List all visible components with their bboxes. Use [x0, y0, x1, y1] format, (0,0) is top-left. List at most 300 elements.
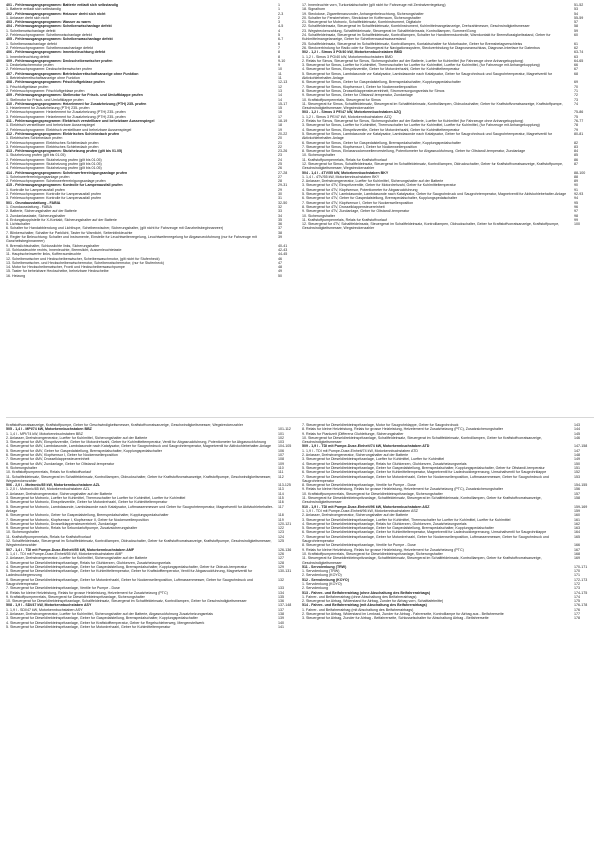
toc-entry-page: 63 — [574, 54, 578, 59]
toc-entry-page: 46 — [278, 256, 282, 261]
toc-entry-title: 9. Steuergerat fur 4TV, Zundanlage, Geber fur Oltstand/-temperatur — [302, 209, 410, 214]
toc-entry[interactable] — [6, 578, 298, 587]
column-bottom-left — [6, 423, 298, 629]
toc-entry-page: 139 — [278, 616, 284, 621]
toc-entry-title: 504 - 1,4 l - 4TV/55 kW, Motorkennbuchstaben BKY — [302, 170, 389, 175]
toc-entry-title: 505 - 1,4 l - MPI/74 kW, Motorkennbuchstaben BBZ — [6, 427, 92, 432]
toc-entry-title: 2. Anlasser, Drehstromgenerator, Luefter fur Kuhlmittel, Sicherungshalter auf der Batterie — [6, 435, 148, 440]
toc-entry-page: 103 — [278, 440, 284, 445]
toc-entry-page: 40-41 — [278, 243, 288, 248]
toc-entry-page: 11 — [278, 71, 282, 76]
toc-entry-page: 133 — [278, 586, 284, 591]
toc-entry-page: 101 — [278, 431, 284, 436]
toc-entry-title: 2. Fehlersuchprogramm: Scheibenwaschanlage defekt — [6, 45, 93, 50]
toc-entry-title: 10. Schlussleuchte rechts, Innenleuchte, Bremslicht, Aussenleuchtetaste — [6, 247, 122, 252]
toc-entry-title: 11. Kraftstoffpumpenrelais, Relais fur Kraftstoffvorlauf — [302, 217, 387, 222]
toc-entry-page: 27 — [278, 174, 282, 179]
toc-entry-page: 68 — [574, 71, 578, 76]
toc-entry-title: 3. Steuergerat fur Dieseldirekteinspritzanlage, Relais fur Gluhkerzen, Gluhkerzen, Zusatzheizungsrelais — [6, 560, 171, 565]
toc-entry-page: 147 — [574, 448, 580, 453]
toc-entry-page: 2-3 — [278, 11, 284, 16]
toc-entry-title: 5. Steuergerat fur Simos, Lambdasonde vor Katalysator, Lambdasonde nach Katalysator, Geber fur Saugrohrdruck und Saugrohrtemperatur, Magnetventil fur Aktivkohlebehalter-Anlage — [302, 131, 553, 141]
toc-entry[interactable] — [6, 625, 298, 629]
toc-entry-title: 10. Kraftstoffpumpenrelais, Steuergerat fur Dieseldirekteinspritzanlage, Sicherungshalter — [302, 551, 443, 556]
toc-entry-page: 166 — [574, 543, 580, 548]
toc-entry-page: 156 — [574, 487, 580, 492]
toc-entry[interactable] — [302, 616, 594, 620]
toc-entry-page: 97 — [574, 209, 578, 214]
toc-entry-page: 140 — [278, 620, 284, 625]
toc-entry-page: 74 — [574, 101, 578, 106]
toc-entry-title: 2. Servolenkung — [302, 586, 328, 591]
toc-entry-title: 11. Steuergerat fur Dieseldirekteinspritzanlage, Schaltfeldeinsatz, Steuergerat im Schaltfeldeinsatz, Kontrolllampen, Geber fur Kraftstoffvorratsanzeige, Geschwindigkeitsmesser — [302, 496, 542, 505]
toc-entry-page: 80-81 — [574, 131, 584, 136]
toc-entry[interactable] — [6, 235, 298, 244]
toc-entry-title: 22. Schaltfeldeinsatz, Steuergerat im Schaltfeldeinsatz, Kombiinstrument, Kuhlmittelmangelanzeige, Drehzahlmesser, Geschwindigkeitsmesser — [302, 24, 530, 29]
toc-entry-title: 9. Relais fur kleine Heizleistung, Relais fur grosse Heizleistung, Heizelement fur Zusatzheizung (PTC), Zusatzsicherungshalter — [302, 487, 503, 492]
toc-entry-page: 23 — [278, 153, 282, 158]
toc-entry-page: 67 — [574, 67, 578, 72]
toc-entry-title: 4. Steuergerat fur Simos, Einspritzventile, Geber fur Motordrehzahl, Geber fur Kuhlmitteltemperatur — [302, 67, 460, 72]
toc-entry-page: 167 — [574, 547, 580, 552]
toc-entry-title: 3. Steuergerat fur Simos, Luefter fur Kuhlmittel, Thermoschalter fur Luefter fur Kuhlmittel, Luefter fur Kuhlmittel, (fur Fahrzeuge mit Anhangekupplung) — [302, 123, 540, 128]
toc-entry-title: 409 - Fehlerausgangsprogramm: Stellmotor fur Frisch- und Umluftklappe prufen — [6, 93, 143, 98]
toc-entry[interactable] — [302, 132, 594, 141]
toc-entry-title: 10. Kraftstoffpumpenrelais, Steuergerat fur Dieseldirekteinspritzanlage, Sicherungshalter — [302, 491, 443, 496]
toc-entry-page: 8 — [278, 54, 280, 59]
toc-entry-page: 1 — [278, 3, 280, 7]
toc-entry-title: 511 - Servolenkung (TRW) — [302, 564, 347, 569]
toc-entry-page: 173 — [574, 586, 580, 591]
toc-entry-title: 7. Steuergerat fur Dieseldirekteinspritzanlage, Ventile fur Pumpe - Duse — [6, 586, 120, 591]
toc-entry-title: 5. Lichtschalter — [6, 222, 31, 227]
toc-entry-page: 22 — [278, 144, 282, 149]
toc-entry-title: 1. 1,9 l - SDI/47 kW, Motorkennbuchstaben ASY — [6, 607, 83, 612]
toc-entry-page: 39 — [278, 235, 282, 240]
toc-entry-page: 57 — [574, 20, 578, 25]
toc-entry-title: 1. Fahrer- und Beifahrerairbag (ohne Abschaltung des Beifahrerairbags) — [302, 594, 417, 599]
toc-entry-page: 107 — [278, 453, 284, 458]
toc-entry-page: 8 — [278, 50, 280, 55]
toc-entry-title: 5. Steuergerat fur 4TV, Lambdasonde, Lambdasonde nach Katalysator, Geber fur Saugrohrdruck und Saugrohrtemperatur, Magnetventil fur Aktivkohlebehalter-Anlage — [302, 192, 567, 197]
toc-entry[interactable] — [302, 162, 594, 171]
toc-entry-page: 145 — [574, 431, 580, 436]
toc-entry[interactable] — [6, 569, 298, 578]
toc-entry-title: 1. Frischluftgeblase prufen — [6, 84, 49, 89]
toc-entry-page: 5 — [278, 33, 280, 38]
toc-entry-page: 27-28 — [278, 170, 288, 175]
toc-entry-page: 174 — [574, 594, 580, 599]
toc-entry-title: 10. Steuergerat fur Dieseldirekteinspritzanlage, Schaltfeldeinsatz, Steuergerat im Schaltfeldeinsatz, Kontrolllampen, Geber fur Geschwindigkeitsmesser — [6, 599, 247, 604]
toc-entry-title: 6. Steuergerat fur 4TV, Geber fur Gaspedalstellung, Bremspedalschalter, Kupplungspedalschalter — [302, 196, 458, 201]
toc-entry-page: 58 — [574, 24, 578, 29]
toc-entry-title: 9. Kraftstoffpumpenrelais, Steuergerat fur Dieseldirekteinspritzanlage, Sicherungshalter — [6, 594, 145, 599]
toc-entry-title: 8. Regler fur Beleuchtung: Schalter und Instrumente, Einstelle fur Leuchtweitenregelung, Leuchtweitenregelung fur Abgasrueckfuhrung (nur fur Fahrzeuge mit Ganzheitsbeginnanreer) — [6, 235, 257, 244]
toc-entry-title: 9. Relais fur Ftankzelt (Differenz Gluhleitunge, Sicherungshalter — [302, 431, 404, 436]
toc-entry-title: 2. Relais fur Simos, Steuergerat fur Simos, Sicherungshalter auf der Batterie, Luefter fur Kuhlmittel (fur Fahrzeuge ohne Anhangekupplung) — [302, 119, 524, 124]
toc-entry-page: 110 — [278, 465, 284, 470]
toc-entry-title: 2. Fehlersuchprogramm: Deckscheibenwischer prufen — [6, 67, 93, 72]
toc-entry-page: 38 — [278, 230, 282, 235]
toc-entry-title: 412 - Fehlerausgangsprogramm: Elektrisches Schiebedach prufen — [6, 131, 120, 136]
toc-entry-page: 78 — [574, 123, 578, 128]
toc-entry-page: 150 — [574, 461, 580, 466]
toc-entry[interactable] — [302, 496, 594, 505]
toc-entry-page: 30 — [278, 192, 282, 197]
toc-entry-page: 14 — [278, 93, 282, 98]
toc-entry-title: 1. Servolenkung (TRW) — [302, 569, 340, 574]
toc-entry-page: 44-45 — [278, 252, 288, 257]
toc-entry[interactable] — [302, 72, 594, 81]
toc-entry-page: 36 — [278, 222, 282, 227]
toc-entry-page: 63-74 — [574, 50, 584, 55]
toc-entry[interactable] — [6, 505, 298, 514]
toc-entry-page: 12-13 — [278, 80, 288, 85]
toc-entry-title: 414 - Fehlerausgangsprogramm: Scheinwerferreinigungsanlage prufen — [6, 170, 128, 175]
toc-entry-page: 4-5 — [278, 24, 284, 29]
toc-entry-title: 2. Steuergerat fur Airbag, Widerstand im Lenkrad, Zunder fur Airbag - Fahrerseite, Kontrolllampe fur Airbag aus - Beifahrerseite — [302, 612, 504, 617]
toc-entry-page: 176-178 — [574, 603, 588, 608]
toc-entry-page: 108 — [278, 457, 284, 462]
toc-entry-title: 408 - Fehlerausgangsprogramm: Frischluftgeblase prufen — [6, 80, 105, 85]
toc-entry-title: 1. Anlasser dreht sich nicht — [6, 15, 49, 20]
toc-entry-page: 99 — [574, 217, 578, 222]
toc-entry-title: 5. Steuergerat fur Dieseldirekteinspritzanlage, Geber fur Motordrehzahl, Geber fur Kuhlmitteltemperatur — [6, 624, 171, 629]
toc-entry-page: 32 — [278, 204, 282, 209]
toc-entry-title: 2. Relais fur Simos, Steuergerat fur Simos, Sicherungshalter auf der Batterie, Luefter fur Kuhlmittel (fur Fahrzeuge ohne Anhangekupplung) — [302, 58, 524, 63]
toc-entry-page: 11 — [278, 76, 282, 81]
toc-entry-page: 72 — [574, 93, 578, 98]
toc-entry-title: 3. Steuergerat fur 4MV, Einspritzventile, Geber fur Motordrehzahl, Geber fur Kuhlmitteltemperatur, Ventil fur Abgasruckfuhrung, Potentiometer fur Abgasruckfuhrung — [6, 440, 266, 445]
toc-entry-page: 13 — [278, 88, 282, 93]
toc-entry-page: 28 — [278, 179, 282, 184]
toc-entry-title: 12. Schaltfeldeinsatz, Steuergerat im Schaltfeldeinsatz, Kontrolllampen, Oldruckschalter, Geber fur Kraftstoffvorratsanzeige, Kraftstoffpumpe, Geschwindigkeitsmesser, Wegstreckenzahler — [6, 539, 272, 548]
toc-entry-page: 21 — [278, 140, 282, 145]
toc-entry[interactable] — [6, 475, 298, 484]
toc-entry-title: 3. Steuergerat fur Simos, Luefter fur Kuhlmittel, Thermoschalter fur Luefter fur Kuhlmittel, Luefter fur Kuhlmittel, (fur Fahrzeuge mit Anhangekupplung) — [302, 63, 540, 68]
toc-entry-page: 161 — [574, 517, 580, 522]
toc-entry-title: 6. Steuergerat fur 4MV, Klopfsensor I, Geber fur Nockenwellenposition — [6, 453, 118, 458]
toc-entry-page: 127 — [278, 556, 284, 561]
toc-entry-title: 1. Deckelwischermotor prufen — [6, 63, 54, 68]
toc-entry-page: 172-173 — [574, 577, 588, 582]
toc-entry-page: 42-43 — [278, 247, 288, 252]
toc-entry-page: 88-100 — [574, 170, 586, 175]
toc-entry-title: 17. Innenleuchte vorn, Turkontaktschalter (gilt nicht fur Fahrzeuge mit Zentralverriegelung) — [302, 3, 446, 7]
toc-entry-page: 85 — [574, 153, 578, 158]
toc-entry[interactable] — [302, 556, 594, 565]
toc-entry-title: 4. Steuergerat fur Motronic, Einspritzventile, Geber fur Motordrehzahl, Geber fur Kuhlmitteltemperatur — [6, 500, 168, 505]
toc-entry-title: 1. Heizelement fur Zusatzheizung (PTH) 235- prufen — [6, 106, 90, 111]
toc-entry-page: 3 — [278, 20, 280, 25]
toc-entry-title: 506 - 2,0 l - Motronic/85 kW, Motorkennbuchstaben AZL — [6, 483, 101, 488]
toc-entry-title: 7. Steuergerat fur Dieseldirekteinspritzanlage, Motor fur Saugrohrklappe, Geber fur Saugrohrdruck — [302, 423, 459, 427]
toc-entry-page: 126 — [278, 551, 284, 556]
toc-entry-page: 144 — [574, 427, 580, 432]
toc-entry-page: 29-31 — [278, 183, 288, 188]
toc-entry-page: 115 — [278, 496, 284, 501]
toc-entry-title: 10. Sicherungshalter — [302, 153, 335, 158]
toc-entry-title: 510 - 1,9 l - TDI mit Pumpe-Duse-Einheit/96 kW, Motorkennbuchstaben ASZ — [302, 504, 430, 509]
toc-entry-page: 98 — [574, 213, 578, 218]
toc-entry-title: 3. Steuergerat fur Airbag, Zunder fur Airbag - Beifahrerseite, Schlusselschalter fur Abschaltung Airbag - Beifahrerseite — [302, 616, 489, 621]
toc-entry-page: 66 — [574, 63, 578, 68]
toc-entry-page: 87 — [574, 161, 578, 166]
toc-entry-page: 106 — [278, 448, 284, 453]
toc-entry-title: 8. Steuergerat fur Dieseldirekteinspritzanlage, Ventile fur Pumpe - Duse — [302, 483, 416, 488]
toc-entry-page: 48 — [278, 265, 282, 270]
toc-entry-page: 94 — [574, 196, 578, 201]
toc-entry-title: 11. Steuergerat fur Simos, Schaltfeldeinsatz, Steuergerat im Schaltfeldeinsatz, Kontrolllampen, Oldruckschalter, Geber fur Kraftstoffvorratsanzeige, Kraftstoffpumpe, Geschwindigkeitsmesser, Wegstreckenzahler — [302, 101, 563, 111]
toc-entry-page: 116 — [278, 500, 284, 505]
toc-entry-page: 102 — [278, 435, 284, 440]
toc-entry-title: 2. Anlasser, Drehstromgenerator, Sicherungshalter auf der Batterie — [6, 491, 113, 496]
toc-entry-title: 4. Steuergerat fur 4TV, Klopfsensor, Potentiometer fur Abgasruckfuhrung — [302, 187, 418, 192]
toc-entry-page: 118 — [278, 513, 284, 518]
toc-entry-title: 407 - Fehlerausgangsprogramm: Betriebsbereitschaftsanzeige ohne Funktion — [6, 71, 139, 76]
toc-entry-page: 10 — [278, 67, 282, 72]
toc-entry-title: 2. Fehlersuchprogramm: Kontrolle fur Lampenausfall prufen — [6, 192, 102, 197]
toc-entry-page: 164 — [574, 530, 580, 535]
toc-entry-page: 170 — [574, 569, 580, 574]
toc-entry-title: 9. Steuergerat fur Simos, Geber fur Oltstand/-temperatur, Zundanlage — [302, 93, 413, 98]
toc-entry-page: 169 — [574, 556, 580, 561]
toc-entry-page: 136 — [278, 599, 284, 604]
toc-entry-page: 162 — [574, 521, 580, 526]
toc-entry-page: 178 — [574, 616, 580, 621]
column-top-right — [302, 3, 594, 231]
toc-entry-title: 19. Steckdose, Zigarettenanzunder, Anhangerbeleuchtung, Sicherungshalter — [302, 11, 424, 16]
toc-entry-page: 125 — [278, 539, 284, 544]
toc-entry-title: 413 - Fehlerausgangsprogramm: Stutzheizung prufen (gilt bis 01.05) — [6, 149, 123, 154]
toc-entry-title: 6. Steuergerat fur Simos, Geber fur Gaspedalstellung, Bremspedalschalter, Kupplungspedalschalter — [302, 140, 461, 145]
toc-entry-page: 148 — [574, 453, 580, 458]
toc-entry-title: 507 - 1,4 l - TDI mit Pumpe-Duse-Einheit/55 kW, Motorkennbuchstaben AMF — [6, 547, 135, 552]
toc-entry[interactable] — [302, 535, 594, 544]
toc-entry-title: 2. Servolenkung (KOYO) — [302, 573, 342, 578]
toc-entry-page: 9 — [278, 63, 280, 68]
toc-entry-title: 9. Relais fur kleine Heizleistung, Relais fur grosse Heizleistung, Heizelement fur Zusatzheizung (PTC) — [302, 547, 464, 552]
toc-entry-title: 11. Schaltfeldeinsatz, Steuergerat im Schaltfeldeinsatz, Kontrolllampen, Oldruckschalter, Geber fur Kraftstoffvorratsanzeige, Kraftstoffpumpe, Geschwindigkeitsmesser, Wegstreckenzahler — [6, 474, 272, 483]
toc-entry-page: 14 — [278, 97, 282, 102]
toc-entry-title: 4. Fehlersuchprogramm: Stutzheizung prufen (gilt bis 01.05) — [6, 166, 102, 171]
toc-entry-page: 168 — [574, 551, 580, 556]
toc-entry-page: 88 — [574, 174, 578, 179]
toc-entry-page: 18 — [278, 123, 282, 128]
toc-entry-page: 119 — [278, 517, 284, 522]
toc-entry-page: 29 — [278, 187, 282, 192]
toc-entry-title: 24. Schaltfeldeinsatz, Steuergerat im Schaltfeldeinsatz, Kontrolllampen, Schalter fur Handbremskontrolle, Warnkontakt fur Bremsflussigkeitsstand, Geber fur Kuhlmittelmangelanzeige, Geber fur Scheibenwaschwasserstand — [302, 33, 551, 42]
toc-entry-title: 3. Steuergerat fur Dieseldirekteinspritzanlage, Luefter fur Kuhlmittel, Thermoschalter fur Luefter fur Kuhlmittel, Luefter fur Kuhlmittel — [302, 517, 511, 522]
toc-entry-page: 170-171 — [574, 564, 588, 569]
toc-entry-page: 177 — [574, 612, 580, 617]
toc-entry-title: 3. Fehlersuchprogramm: Stutzheizung prufen (gilt bis 01.05) — [6, 161, 102, 166]
toc-entry-page: 176 — [574, 607, 580, 612]
toc-entry-page: 26 — [278, 166, 282, 171]
toc-entry-page: 61 — [574, 41, 578, 46]
toc-entry-title: 1. Elektrisches Schiebedach prufen — [6, 136, 63, 141]
toc-entry-title: 2. Anlasser, Drehstromgenerator, Sicherungshalter auf der Batterie — [302, 453, 409, 458]
toc-entry-page: 147-158 — [574, 444, 588, 449]
toc-entry-title: 508 - 1,9 l - SDI/47 kW, Motorkennbuchstaben ASY — [6, 603, 92, 608]
toc-entry-title: 7. Steuergerat fur 4MV, Drosselklappensteuereinheit — [6, 457, 90, 462]
toc-entry-title: 514 - Fahrer- und Beifahrerairbag (mit Abschaltung des Beifahrerairbags) — [302, 603, 427, 608]
toc-entry-title: 4. Steuergerat fur Dieseldirekteinspritzanlage, Relais fur Gluhkerzen, Gluhkerzen, Zusatzheizungsrelais — [302, 521, 467, 526]
toc-entry-title: 4. Erdungskopplstelle fur X-Kontakt, Sicherungshalter auf der Batterie — [6, 217, 117, 222]
toc-entry-title: 1. 1,2 l - Simos 3 PE/47 kW, Motorkennbuchstaben AZQ — [302, 114, 392, 119]
toc-entry-page: 113 — [278, 487, 284, 492]
toc-entry-title: 13. Scheibenwischer- und Heckscheibenwischermotor, Scheibenwischermotor, (nur fur Stufenheck) — [6, 260, 165, 265]
toc-entry-title: 1. Betriebsbereitschaftsanzeige ohne Funktion — [6, 76, 80, 81]
toc-entry-title: 3. Zundanlasstaste, Sicherungshalter — [6, 213, 66, 218]
toc-entry-title: 8. Steuergerat fur Simos, Drosselklappensteuereinheit, Stromversorgungsrelais fur Simos — [302, 88, 445, 93]
toc-entry-title: 2. Fehlersuchprogramm: Elektrisch verstellbare und beheizbare Aussenspiegel — [6, 127, 132, 132]
toc-entry-page: 117 — [278, 504, 284, 509]
toc-entry[interactable] — [302, 222, 594, 231]
toc-entry-page: 135 — [278, 594, 284, 599]
toc-entry-title: 26. Steckverbindung fur Radio oder fur Steuergerat fur Navigationssystem, Steckverbindung fur Diagnoseanschluss, Diagnose-Interface fur Datenbus — [302, 45, 540, 50]
toc-entry-page: 138 — [278, 612, 284, 617]
toc-entry-title: 409 - Fehlerausgangsprogramm: Deckscheibenwischer prufen — [6, 58, 113, 63]
toc-entry-title: 2. Steuergerat fur Airbag, Widerstand fur Airbag, Zunder fur Airbag vorn, Schalttafelmitte) — [302, 599, 444, 604]
toc-entry-title: 509 - 1,9 l - TDI mit Pumpe-Duse-Einheit/74 kW, Motorkennbuchstaben ATD — [302, 444, 430, 449]
toc-entry-title: 12. Steuergerat fur Simos, Schaltfeldeinsatz, Steuergerat im Schaltfeldeinsatz, Kontrolllampen, Oldruckschalter, Geber fur Kraftstoffvorratsanzeige, Kraftstoffpumpe, Geschwindigkeitsmesser, Wegstreckenzahler — [302, 161, 563, 171]
toc-entry-page: 73 — [574, 97, 578, 102]
toc-entry-page: 95 — [574, 200, 578, 205]
toc-entry[interactable] — [302, 436, 594, 445]
toc-entry-title: 1. Kontrolle fur Lampenausfall prufen — [6, 187, 65, 192]
toc-entry-title: 11. Kraftstoffpumpenrelais, Relais fur Kraftstoffvorlauf — [302, 157, 387, 162]
toc-entry-page: 20 — [278, 136, 282, 141]
toc-entry-title: 1. 1,4 l - TDI mit Pumpe-Duse-Einheit/55 kW, Motorkennbuchstaben AMF — [6, 551, 123, 556]
toc-entry-title: 2. Batterie, Sicherungshalter auf der Batterie — [6, 209, 77, 214]
toc-entry-page: 84 — [574, 149, 578, 154]
toc-entry-page: 158 — [574, 496, 580, 501]
toc-entry-title: 6. Steuergerat fur Simos, Geber fur Gaspedalstellung, Bremspedalschalter, Kupplungspedalschalter — [302, 80, 461, 85]
column-top-left — [6, 3, 298, 278]
toc-entry-title: 25. Schaltfeldeinsatz, Steuergerat im Schaltfeldeinsatz, Kontrolllampen, Kontaktschalter fur Motorhaube, Geber fur Bremsbelagverschleiss — [302, 41, 523, 46]
toc-entry[interactable] — [302, 33, 594, 42]
toc-entry-title: 1. Innenbeleuchtung defekt — [6, 54, 50, 59]
section-divider — [6, 417, 594, 418]
toc-entry-page: 134 — [278, 590, 284, 595]
toc-entry-title: 10. Steuergerat fur Dieseldirekteinspritzanlage, Schaltfeldeinsatz, Steuergerat im Schaltfeldeinsatz, Kontrolllampen, Geber fur Kraftstoffvorratsanzeige, Geschwindigkeitsmesser — [302, 435, 542, 445]
toc-entry-page: 157 — [574, 491, 580, 496]
toc-entry-title: 7. Blinkerschalter, Schalter fur Parklicht, Taster fur Warnlicht, Seitenblinkleuchte — [6, 230, 133, 235]
toc-entry-page: 114 — [278, 491, 284, 496]
toc-entry-title: 5. Steuergerat fur Dieseldirekteinspritzanlage, Geber fur Gaspedalstellung, Bremspedalschalter, Kupplungspedalschalter, Geber fur Oltstand/-temperatur — [302, 465, 545, 470]
toc-entry-title: 8. Steuergerat fur Dieseldirekteinspritzanlage, Ventile fur Pumpe - Duse — [302, 543, 416, 548]
toc-entry-page: 159-169 — [574, 504, 588, 509]
toc-entry-title: 15. Taster fur beheizbare Heckscheibe, beheizbare Heckscheibe — [6, 269, 109, 274]
toc-entry-page: 122 — [278, 526, 284, 531]
toc-entry-page: 2 — [278, 15, 280, 20]
toc-entry-page: 62 — [574, 45, 578, 50]
toc-entry-title: 402 - Fehlerausgangsprogramm: Heizuser dreht sich nicht — [6, 11, 106, 16]
toc-entry-page: 123 — [278, 530, 284, 535]
toc-entry-page: 6-7 — [278, 37, 284, 42]
toc-entry-page: 50 — [278, 273, 282, 278]
toc-entry[interactable] — [6, 274, 298, 278]
toc-entry-page: 153 — [574, 474, 580, 479]
column-bottom-right — [302, 423, 594, 621]
toc-entry-title: 5. Steuergerat fur Dieseldirekteinspritzanlage, Geber fur Gaspedalstellung, Bremspedalschalter, Kupplungspedalschalter — [302, 526, 494, 531]
toc-entry-title: 7. Steuergerat fur Simos, Klopfsensor I, Geber fur Nockenwellenposition — [302, 144, 417, 149]
toc-entry-title: 6. Steuergerat fur Motronic, Geber fur Gaspedalstellung, Bremspedalschalter, Kupplungspedalschalter — [6, 513, 169, 518]
toc-entry-page: 31 — [278, 196, 282, 201]
toc-entry-page: 34 — [278, 213, 282, 218]
toc-entry-page: 20-22 — [278, 131, 288, 136]
toc-entry-page: 4 — [278, 28, 280, 33]
toc-entry[interactable] — [6, 539, 298, 548]
toc-entry-title: 9. Bremslichtschalter, Schlusslichte links, Sicherungshalter — [6, 243, 100, 248]
toc-entry-page: 137 — [278, 607, 284, 612]
toc-entry-title: 2. Fehlersuchprogramm: Stutzheizung prufen (gilt bis 01.05) — [6, 157, 102, 162]
toc-entry-page: 171 — [574, 573, 580, 578]
toc-entry-page: 12 — [278, 84, 282, 89]
toc-entry-title: 1. Grundausstattung - FABIA — [6, 204, 52, 209]
toc-entry-page: 128 — [278, 560, 284, 565]
toc-entry-page: 104-105 — [278, 444, 292, 449]
toc-entry-page: 83 — [574, 144, 578, 149]
toc-entry-title: 1. Stutzheizung prufen (gilt bis 01.05) — [6, 153, 66, 158]
toc-entry-title: 512 - Servolenkung (KOYO) — [302, 577, 349, 582]
toc-entry-title: 4. Steuergerat fur Simos, Einspritzventile, Geber fur Motordrehzahl, Geber fur Kuhlmitteltemperatur — [302, 127, 460, 132]
toc-entry-page: 59 — [574, 28, 578, 33]
toc-entry-title: 21. Steuergerat fur Motronic, Schaltfeldeinsatz, Kombinstrument, Digitaluhr — [302, 20, 422, 25]
toc-entry-page: 154-155 — [574, 483, 588, 488]
toc-entry-title: 5. Steuergerat fur Motronic, Lambdasonde, Lambdasonde nach Katalysator, Luftmassenmesser und Geber fur Saugrohrtemperatur, Magnetventil fur Aktivkohlebehalter-Anlage — [6, 504, 274, 513]
toc-entry-page: 96 — [574, 204, 578, 209]
toc-entry-title: 1. Scheibenwischanlage defekt — [6, 28, 56, 33]
toc-entry-page: 149 — [574, 457, 580, 462]
toc-entry-page: 37 — [278, 226, 282, 231]
toc-entry-page: 1 — [278, 7, 280, 12]
toc-entry-title: 3. Fehlersuchprogramm: Heizelement fur Zusatzheizung (PTH) 235- prufen — [6, 114, 126, 119]
toc-entry-title: 9. Steuergerat fur Motronic, Relais fur Sekundarluftpumpe, Zusatzsicherungshalter — [6, 526, 138, 531]
toc-entry-page: 51-52 — [574, 3, 584, 7]
toc-entry-page: 143 — [574, 423, 580, 427]
toc-entry-title: 4. Steuergerat fur Dieseldirekteinspritzanlage, Geber fur Gaspedalstellung, Bremspedalschalter, Kupplungspedalschalter, Geber fur Oldruck-temperatur — [6, 564, 247, 569]
toc-entry-page: 54 — [574, 11, 578, 16]
toc-entry-title: 16. Heizung — [6, 273, 26, 278]
toc-entry-title: 1. 2,0 l - Motronic/85 kW, Motorkennbuchstaben AZL — [6, 487, 90, 492]
toc-entry-title: 410 - Fehlerausgangsprogramm: Heizelement fur Zusatzheizung (PTH) 235- prufen — [6, 101, 147, 106]
toc-entry-title: 1. Stellmotor fur Frisch- und Umluftklappe prufen — [6, 97, 84, 102]
toc-entry-title: 11. Hauptscheinwerfer links, Kofferraumleuchte — [6, 252, 82, 257]
toc-entry-title: 8. Relais fur kleine Heizleistung, Relais fur grosse Heizleistung, Heizelement fur Zusatzheizung (PTC) — [6, 590, 168, 595]
toc-entry-title: 2. Fehlersuchprogramm: Heizelement fur Zusatzheizung (PTH) 235- prufen — [6, 110, 126, 115]
toc-entry[interactable] — [302, 475, 594, 484]
toc-entry-page: 16 — [278, 110, 282, 115]
toc-entry-page: 79 — [574, 127, 578, 132]
toc-entry-title: Kraftstoffvorratsanzeige, Kraftstoffpumpe, Geber fur Geschwindigkeitsmesser, Kraftstoffvorratsanzeige, Geschwindigkeitsmesser, Wegstreckenzahler — [6, 423, 244, 427]
toc-entry-title: 6. Steuergerat fur Dieseldirekteinspritzanlage, Geber fur Kuhlmitteltemperatur, Magnetventil fur Ladedruckbegrenzung, Umschaltventil fur Saugrohrklappe — [302, 530, 547, 535]
toc-entry-title: 1. Fahrer- und Beifahrerairbag (mit Abschaltung des Beifahrerairbags) — [302, 607, 414, 612]
toc-entry-page: 70 — [574, 84, 578, 89]
toc-entry-title: 11. Kraftstoffpumpenrelais, Relais fur Kraftstoffvorlauf — [6, 534, 91, 539]
toc-entry-title: 1. Servolenkung (KOYO) — [302, 581, 342, 586]
toc-entry-page: 9-10 — [278, 58, 286, 63]
toc-entry-title: 5. Steuergerat fur Dieseldirekteinspritzanlage, Geber fur Kuhlmitteltemperatur, Geber fur Kraftstofftemperatur, Ventil fur Abgasruckfuhrung, Magnetventil fur Ladedruckbegrenzung — [6, 569, 253, 578]
toc-entry-title: 12. Scheibenwischer und Heckscheibenwischer, Scheibenwaschmotor, (gilt nicht fur Stufenheck) — [6, 256, 160, 261]
toc-entry-title: 3. Steuergerat fur Dieseldirekteinspritzanlage, Luefter fur Kuhlmittel, Luefter fur Kuhlmittel — [302, 457, 445, 462]
toc-entry[interactable] — [302, 102, 594, 111]
toc-entry-title: 405 - Fehlerausgangsprogramm: Scheibenwaschanlage defekt — [6, 37, 113, 42]
toc-entry-page: 163 — [574, 526, 580, 531]
toc-entry-title: 406 - Fehlerausgangsprogramm: Innenbeleuchtung defekt — [6, 50, 106, 55]
toc-entry-title: 8. Relais fur kleine Heizleistung, Relais fur grosse Heizleistung, Heizelement fur Zusatzheizung (PTC), Zusatzsicherungshalter — [302, 427, 503, 432]
